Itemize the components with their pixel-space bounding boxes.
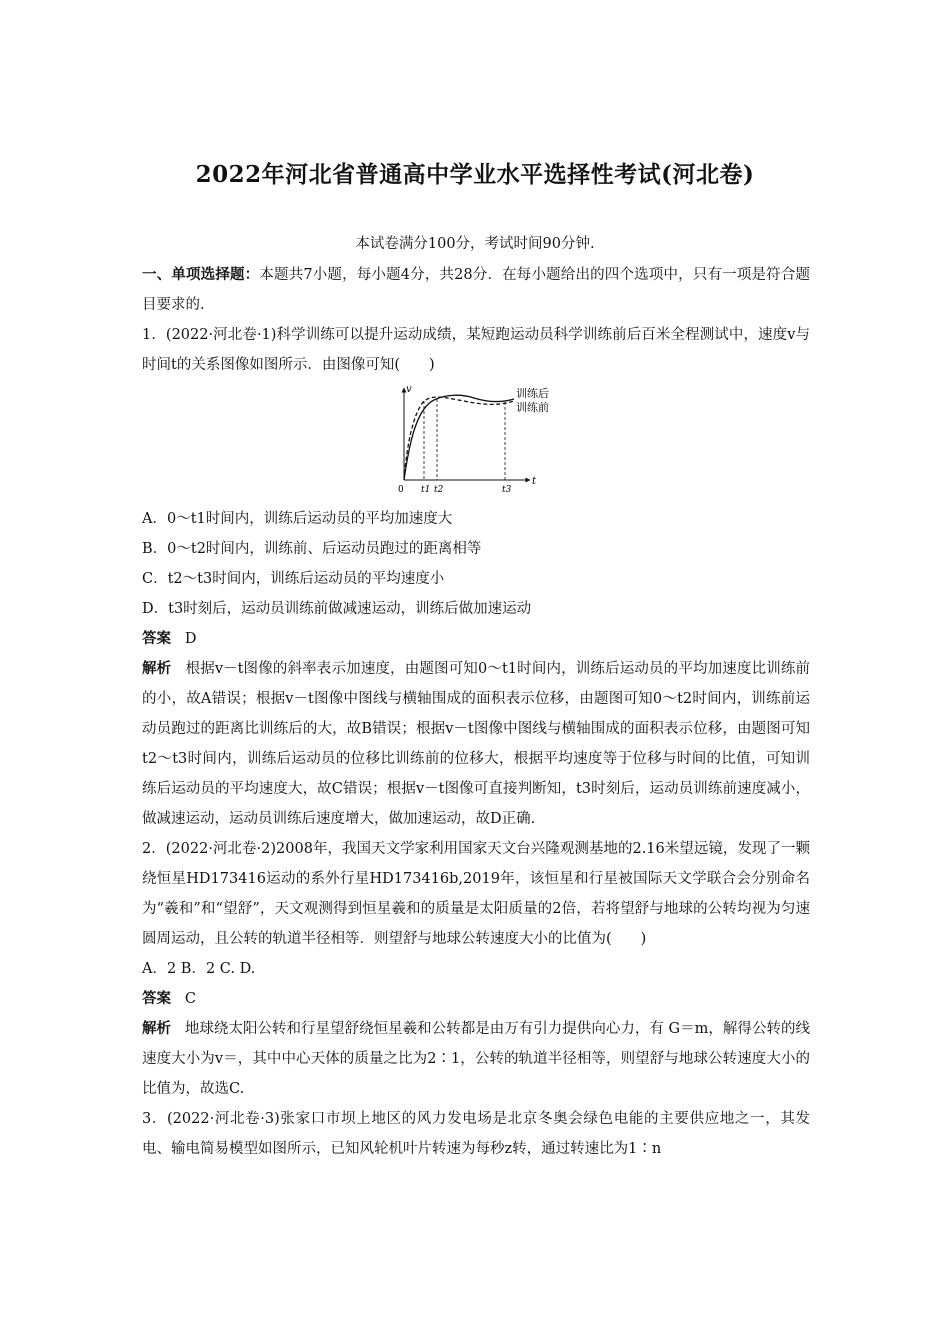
q1-option-a: A．0～t1时间内，训练后运动员的平均加速度大 [142, 511, 453, 527]
q2-answer [142, 984, 810, 1014]
q1-analysis-label: 解析 [142, 660, 172, 677]
q2-analysis-label: 解析 [142, 1020, 172, 1037]
exam-content [142, 260, 810, 1164]
q1-analysis [142, 654, 810, 834]
section-text: 本题共7小题，每小题4分，共28分．在每小题给出的四个选项中，只有一项是符合题目要求的. [142, 267, 811, 313]
q2-options: A．2 B．2 C. D. [142, 961, 256, 977]
page-title: 2022年河北省普通高中学业水平选择性考试(河北卷) [195, 161, 755, 188]
q2-answer-label: 答案 [142, 990, 171, 1007]
t2-label: t2 [434, 485, 444, 495]
exam-info: 本试卷满分100分，考试时间90分钟. [355, 236, 595, 252]
vt-graph [394, 382, 554, 502]
q2-analysis [142, 1014, 810, 1104]
q1-answer-value: D [184, 631, 197, 647]
q1-option-d: D．t3时刻后，运动员训练前做减速运动，训练后做加速运动 [142, 601, 532, 617]
q1-option-b: B．0～t2时间内，训练前、后运动员跑过的距离相等 [142, 541, 482, 557]
curve-before-training [404, 397, 514, 480]
t1-label: t1 [421, 485, 431, 495]
legend-before: 训练前 [516, 401, 549, 414]
q1-answer-label: 答案 [142, 630, 171, 647]
vt-graph-figure [142, 380, 810, 504]
q2-analysis-text: 地球绕太阳公转和行星望舒绕恒星羲和公转都是由万有引力提供向心力，有 G＝m，解得公转的线速度大小为v＝，其中中心天体的质量之比为2∶1，公转的轨道半径相等，则望舒与地球公转速度大小的比值为，故选C. [142, 1021, 810, 1097]
origin-label: 0 [398, 485, 404, 495]
q1-analysis-text: 根据v－t图像的斜率表示加速度，由题图可知0～t1时间内，训练后运动员的平均加速度比训练前的小，故A错误；根据v－t图像中图线与横轴围成的面积表示位移，由题图可知0～t2时间内，训练前运动员跑过的距离比训练后的大，故B错误；根据v－t图像中图线与横轴围成的面积表示位移，由题图可知t2～t3时间内，训练后运动员的位移比训练前的位移大，根据平均速度等于位移与时间的比值，可知训练后运动员的平均速度大，故C错误；根据v－t图像可直接判断知，t3时刻后，运动员训练前速度减小，做减速运动，运动员训练后速度增大，做加速运动，故D正确. [142, 661, 811, 827]
q2-answer-value: C [184, 991, 196, 1007]
t3-label: t3 [502, 485, 512, 495]
q1-answer [142, 624, 810, 654]
q3-stem: 3．(2022·河北卷·3)张家口市坝上地区的风力发电场是北京冬奥会绿色电能的主要供应地之一，其发电、输电简易模型如图所示，已知风轮机叶片转速为每秒z转，通过转速比为1∶n [142, 1111, 810, 1157]
v-axis-label: v [406, 384, 412, 395]
q1-stem: 1．(2022·河北卷·1)科学训练可以提升运动成绩，某短跑运动员科学训练前后百米全程测试中，速度v与时间t的关系图像如图所示．由图像可知( ) [142, 327, 810, 373]
section-heading: 一、单项选择题： [142, 266, 260, 283]
q1-option-c: C．t2～t3时间内，训练后运动员的平均速度小 [142, 571, 445, 587]
q2-stem: 2．(2022·河北卷·2)2008年，我国天文学家利用国家天文台兴隆观测基地的2.16米望远镜，发现了一颗绕恒星HD173416运动的系外行星HD173416b,2019年，该恒星和行星被国际天文学联合会分别命名为“羲和”和“望舒”，天文观测得到恒星羲和的质量是太阳质量的2倍，若将望舒与地球的公转均视为匀速圆周运动，且公转的轨道半径相等．则望舒与地球公转速度大小的比值为( ) [142, 841, 810, 947]
legend-after: 训练后 [516, 387, 549, 400]
section-heading-paragraph [142, 260, 810, 320]
t-axis-label: t [532, 476, 537, 487]
curve-after-training [404, 395, 514, 480]
